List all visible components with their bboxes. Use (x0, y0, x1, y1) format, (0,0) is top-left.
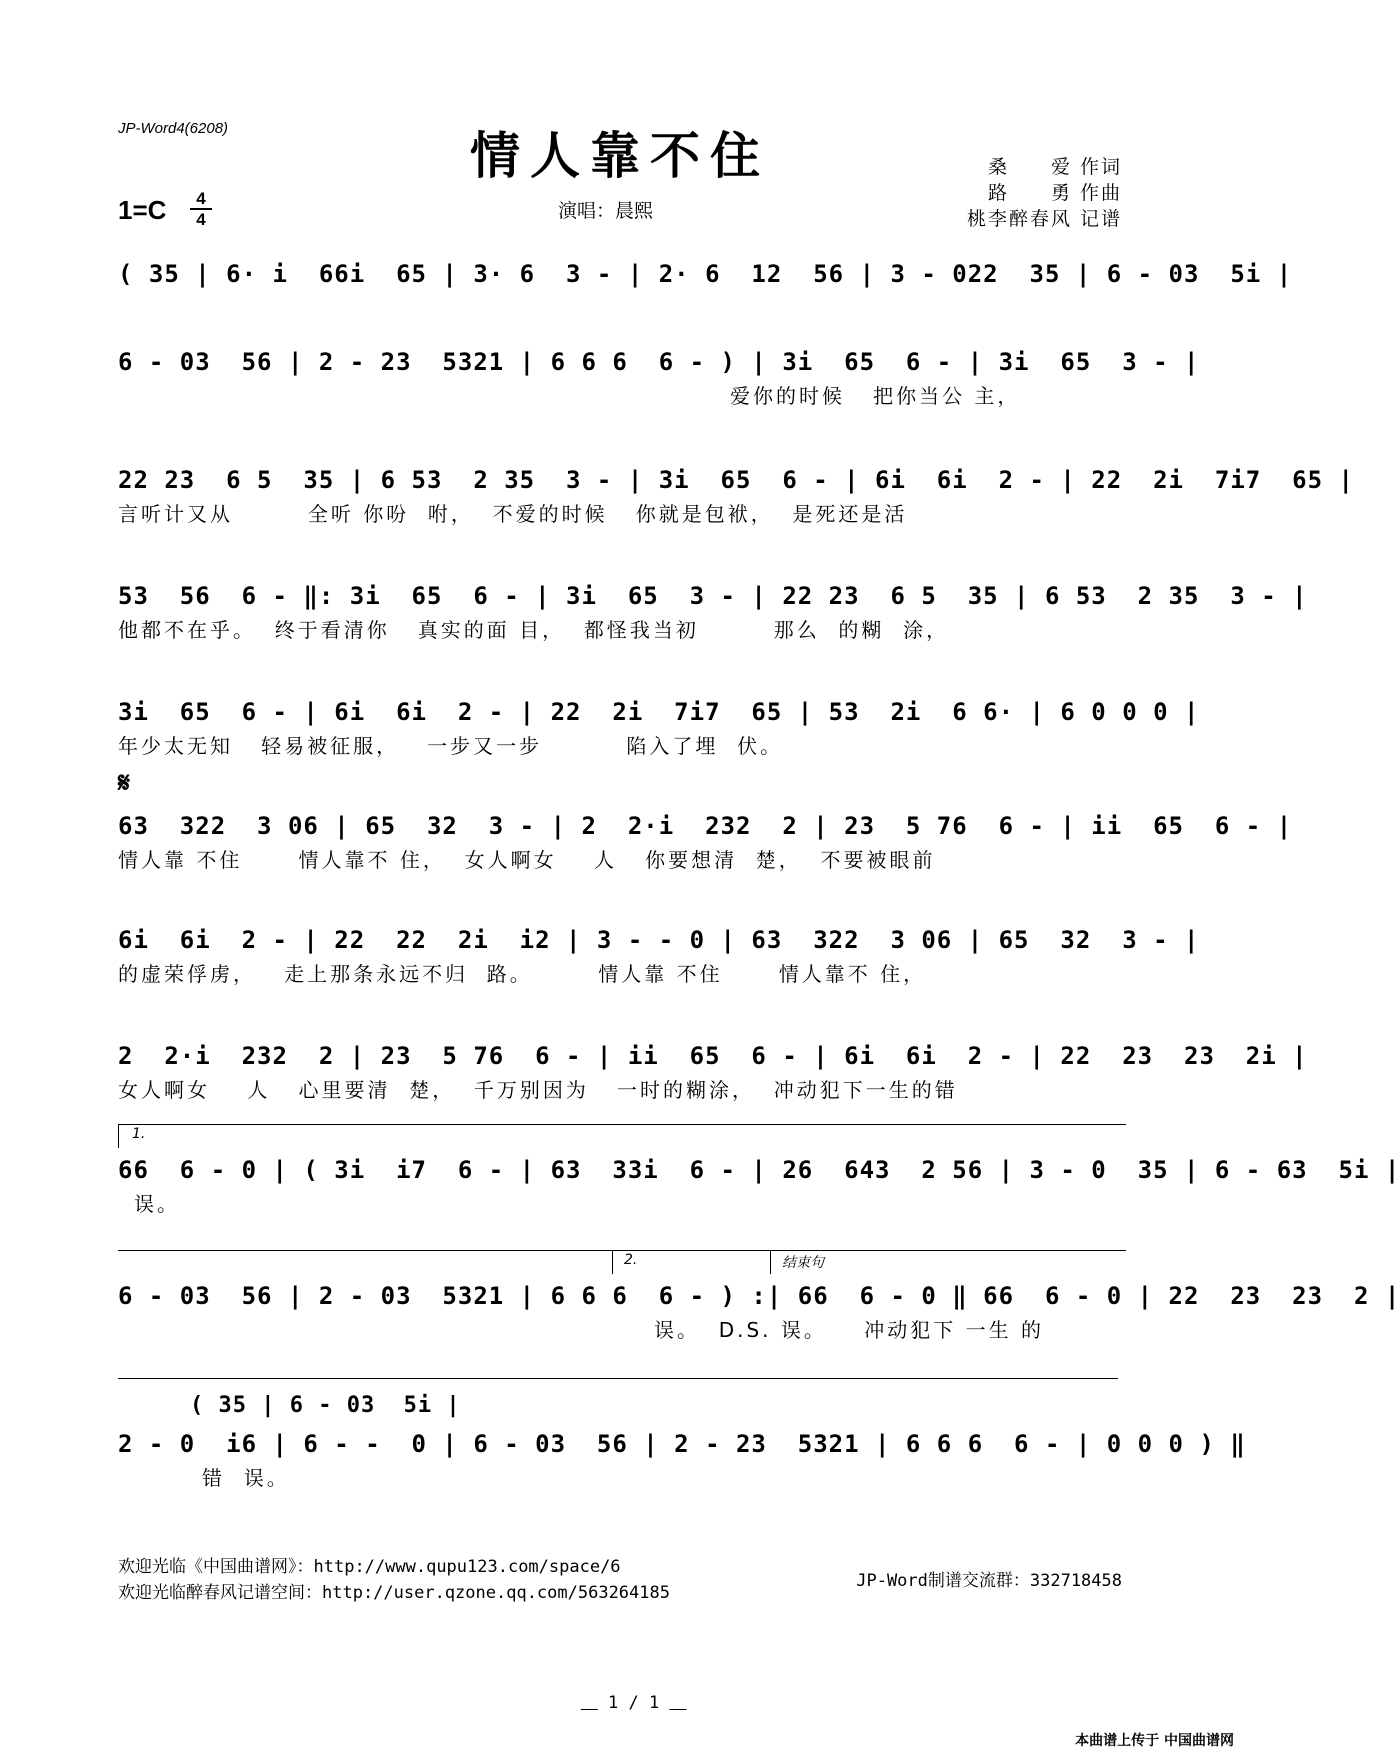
page-number: 1 / 1 (608, 1693, 660, 1713)
lyric-line: 他都不在乎。 终于看清你 真实的面 目， 都怪我当初 那么 的糊 涂， (118, 618, 950, 642)
notation-line: 6 - 03 56 | 2 - 23 5321 | 6 6 6 6 - ) | 3i 65 6 - | 3i 65 3 - | (118, 348, 1200, 376)
notation-line: ( 35 | 6· i 66i 65 | 3· 6 3 - | 2· 6 12 56 | 3 - 022 35 | 6 - 03 5i | (118, 260, 1293, 288)
notation-line: 3i 65 6 - | 6i 6i 2 - | 22 2i 7i7 65 | 53 2i 6 6· | 6 0 0 0 | (118, 698, 1200, 726)
watermark-text: 本曲谱上传于 中国曲谱网 (1075, 1733, 1234, 1749)
footer-link-2[interactable]: 欢迎光临醉春风记谱空间：http://user.qzone.qq.com/563264185 (118, 1583, 670, 1603)
lyricist-credit: 桑 爱 作词 (987, 156, 1122, 178)
notation-line: 63 322 3 06 | 65 32 3 - | 2 2·i 232 2 | 23 5 76 6 - | ii 65 6 - | (118, 812, 1293, 840)
lyric-line: 女人啊女 人 心里要清 楚， 千万别因为 一时的糊涂， 冲动犯下一生的错 (118, 1078, 958, 1102)
notation-line: 2 2·i 232 2 | 23 5 76 6 - | ii 65 6 - | 6i 6i 2 - | 22 23 23 2i | (118, 1042, 1308, 1070)
lyric-line: 爱你的时候 把你当公 主， (730, 384, 1021, 408)
notation-line: 66 6 - 0 | ( 3i i7 6 - | 63 33i 6 - | 26 643 2 56 | 3 - 0 35 | 6 - 63 5i | (118, 1156, 1400, 1184)
software-label: JP-Word4(6208) (118, 120, 229, 137)
volta-2-label: 2. (624, 1252, 638, 1268)
key-signature: 1=C (118, 195, 167, 225)
time-bottom: 4 (196, 210, 206, 229)
lyric-line: 的虚荣俘虏， 走上那条永远不归 路。 情人靠 不住 情人靠不 住， (118, 962, 927, 986)
lyric-line: 年少太无知 轻易被征服， 一步又一步 陷入了埋 伏。 (118, 734, 784, 758)
singer-credit: 演唱：晨熙 (558, 200, 654, 222)
score-row (118, 692, 1200, 758)
score-row (118, 254, 1293, 314)
notation-line: 22 23 6 5 35 | 6 53 2 35 3 - | 3i 65 6 - | 6i 6i 2 - | 22 2i 7i7 65 | (118, 466, 1354, 494)
score-row (118, 1036, 1308, 1102)
score-row (118, 342, 1200, 408)
score-row (118, 1276, 1400, 1342)
notation-line: 53 56 6 - ‖: 3i 65 6 - | 3i 65 3 - | 22 23 6 5 35 | 6 53 2 35 3 - | (118, 582, 1308, 610)
lyric-line: 言听计又从 全听 你吩 咐， 不爱的时候 你就是包袱， 是死还是活 (118, 502, 908, 526)
notation-line: 6i 6i 2 - | 22 22 2i i2 | 3 - - 0 | 63 322 3 06 | 65 32 3 - | (118, 926, 1200, 954)
lyric-line: 误。 (134, 1192, 180, 1216)
transcriber-credit: 桃李醉春风 记谱 (966, 208, 1122, 230)
alt-ending-notation: ( 35 | 6 - 03 5i | (190, 1393, 461, 1418)
composer-credit: 路 勇 作曲 (987, 182, 1122, 204)
footer-group: JP-Word制谱交流群：332718458 (856, 1571, 1122, 1591)
score-row (118, 920, 1200, 986)
score-row (118, 576, 1308, 642)
score-row (118, 806, 1293, 872)
notation-line: 2 - 0 i6 | 6 - - 0 | 6 - 03 56 | 2 - 23 5321 | 6 6 6 6 - | 0 0 0 ) ‖ (118, 1430, 1246, 1458)
notation-line: 6 - 03 56 | 2 - 03 5321 | 6 6 6 6 - ) :| 66 6 - 0 ‖ 66 6 - 0 | 22 23 23 2 | (118, 1282, 1400, 1310)
score-row (118, 460, 1354, 526)
segno-sign: 𝄋 (118, 766, 131, 799)
page-title: 情人靠不住 (470, 126, 770, 185)
time-top: 4 (196, 189, 206, 208)
score-row (118, 1424, 1246, 1490)
footer-link-1[interactable]: 欢迎光临《中国曲谱网》：http://www.qupu123.com/space/6 (118, 1557, 621, 1577)
volta-1-label: 1. (132, 1126, 146, 1142)
ending-label: 结束句 (782, 1255, 824, 1271)
score-row (118, 1150, 1400, 1216)
lyric-line: 误。 D.S. 误。 冲动犯下 一生 的 (654, 1318, 1045, 1342)
lyric-line: 情人靠 不住 情人靠不 住， 女人啊女 人 你要想清 楚， 不要被眼前 (118, 848, 936, 872)
lyric-line: 错 误。 (202, 1466, 290, 1490)
time-signature (190, 190, 212, 228)
